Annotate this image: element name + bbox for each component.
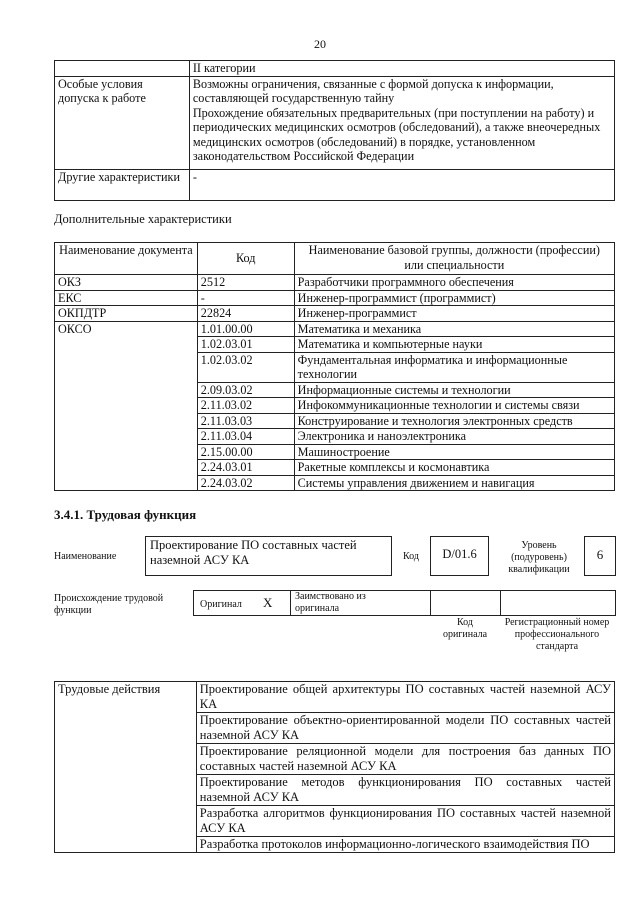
table-row [55,682,615,713]
table-row [55,169,615,200]
name-label: Наименование [54,551,117,562]
origin-label: Происхождение трудовой функции [54,593,164,616]
code-origin-caption: Код оригинала [442,617,488,640]
cell-code: - [197,290,294,306]
level-label: Уровень (подуровень) квалификации [508,540,570,575]
cell-doc: ОКПДТР [55,306,198,322]
cell-doc: ОКСО [55,321,198,491]
level-value: 6 [596,547,604,562]
cell-name: Инженер-программист (программист) [294,290,614,306]
cell-code: 1.02.03.02 [197,352,294,382]
cell-code: 2.24.03.02 [197,475,294,491]
action-item: Проектирование методов функционирования ПО составных частей наземной АСУ КА [196,775,614,806]
table-row [55,290,615,306]
cell-name: Электроника и наноэлектроника [294,429,614,445]
cell-code: 2.11.03.03 [197,413,294,429]
action-item: Разработка протоколов информационно-логического взаимодействия ПО [196,837,614,853]
additional-table [54,242,615,491]
column-header-code: Код [197,243,294,275]
function-name-value: Проектирование ПО составных частей наземной АСУ КА [150,538,357,567]
table-row [55,76,615,169]
row-value: II категории [189,61,614,77]
cell-code: 22824 [197,306,294,322]
reg-number-caption: Регистрационный номер профессионального стандарта [504,617,610,652]
table-row [55,306,615,322]
table-row [55,61,615,77]
actions-table [54,681,615,853]
cell-name: Разработчики программного обеспечения [294,275,614,291]
divider [430,590,431,615]
cell-doc: ОКЗ [55,275,198,291]
origin-box [193,590,616,616]
action-item: Разработка алгоритмов функционирования ПО составных частей наземной АСУ КА [196,806,614,837]
table-header-row [55,243,615,275]
cell-name: Машиностроение [294,444,614,460]
cell-code: 2.15.00.00 [197,444,294,460]
table-row [55,321,615,337]
borrowed-label: Заимствовано из оригинала [295,591,366,614]
row-value: Возможны ограничения, связанные с формой допуска к информации, составляющей государственную тайну Прохождение обязательных предварительных (при поступлении на работу) и периодических медицинских осмотров (обследований), а также внеочередных медицинских осмотров (обследований) в порядке, установленном законодательством Российской Федерации [189,76,614,169]
code-box [430,536,489,576]
cell-name: Информационные системы и технологии [294,382,614,398]
column-header-doc: Наименование документа [55,243,198,275]
cell-name: Системы управления движением и навигация [294,475,614,491]
function-name-box [145,536,392,576]
row-label: Особые условия допуска к работе [55,76,190,169]
cell-code: 2.09.03.02 [197,382,294,398]
action-item: Проектирование реляционной модели для построения баз данных ПО составных частей наземной АСУ КА [196,744,614,775]
level-box [584,536,616,576]
action-item: Проектирование общей архитектуры ПО составных частей наземной АСУ КА [196,682,614,713]
row-value: - [189,169,614,200]
section-title: 3.4.1. Трудовая функция [54,507,197,522]
cell-code: 2512 [197,275,294,291]
code-label: Код [403,551,419,562]
cell-name: Инженер-программист [294,306,614,322]
table-row [55,275,615,291]
actions-label: Трудовые действия [55,682,197,853]
original-mark: X [263,595,273,610]
cell-name: Математика и механика [294,321,614,337]
cell-name: Фундаментальная информатика и информационные технологии [294,352,614,382]
cell-name: Ракетные комплексы и космонавтика [294,460,614,476]
action-item: Проектирование объектно-ориентированной модели ПО составных частей наземной АСУ КА [196,713,614,744]
cell-code: 1.01.00.00 [197,321,294,337]
cell-name: Математика и компьютерные науки [294,337,614,353]
cell-code: 2.11.03.02 [197,398,294,414]
cell-name: Конструирование и технология электронных средств [294,413,614,429]
cell-code: 2.11.03.04 [197,429,294,445]
cell-code: 2.24.03.01 [197,460,294,476]
divider [290,590,291,615]
additional-heading: Дополнительные характеристики [54,212,232,226]
page-number: 20 [314,37,326,51]
column-header-name: Наименование базовой группы, должности (профессии) или специальности [294,243,614,275]
row-label: Другие характеристики [55,169,190,200]
original-label: Оригинал [200,599,242,610]
cell-name: Инфокоммуникационные технологии и системы связи [294,398,614,414]
cell-doc: ЕКС [55,290,198,306]
conditions-table [54,60,615,201]
row-label [55,61,190,77]
divider [500,590,501,615]
cell-code: 1.02.03.01 [197,337,294,353]
code-value: D/01.6 [442,547,477,561]
